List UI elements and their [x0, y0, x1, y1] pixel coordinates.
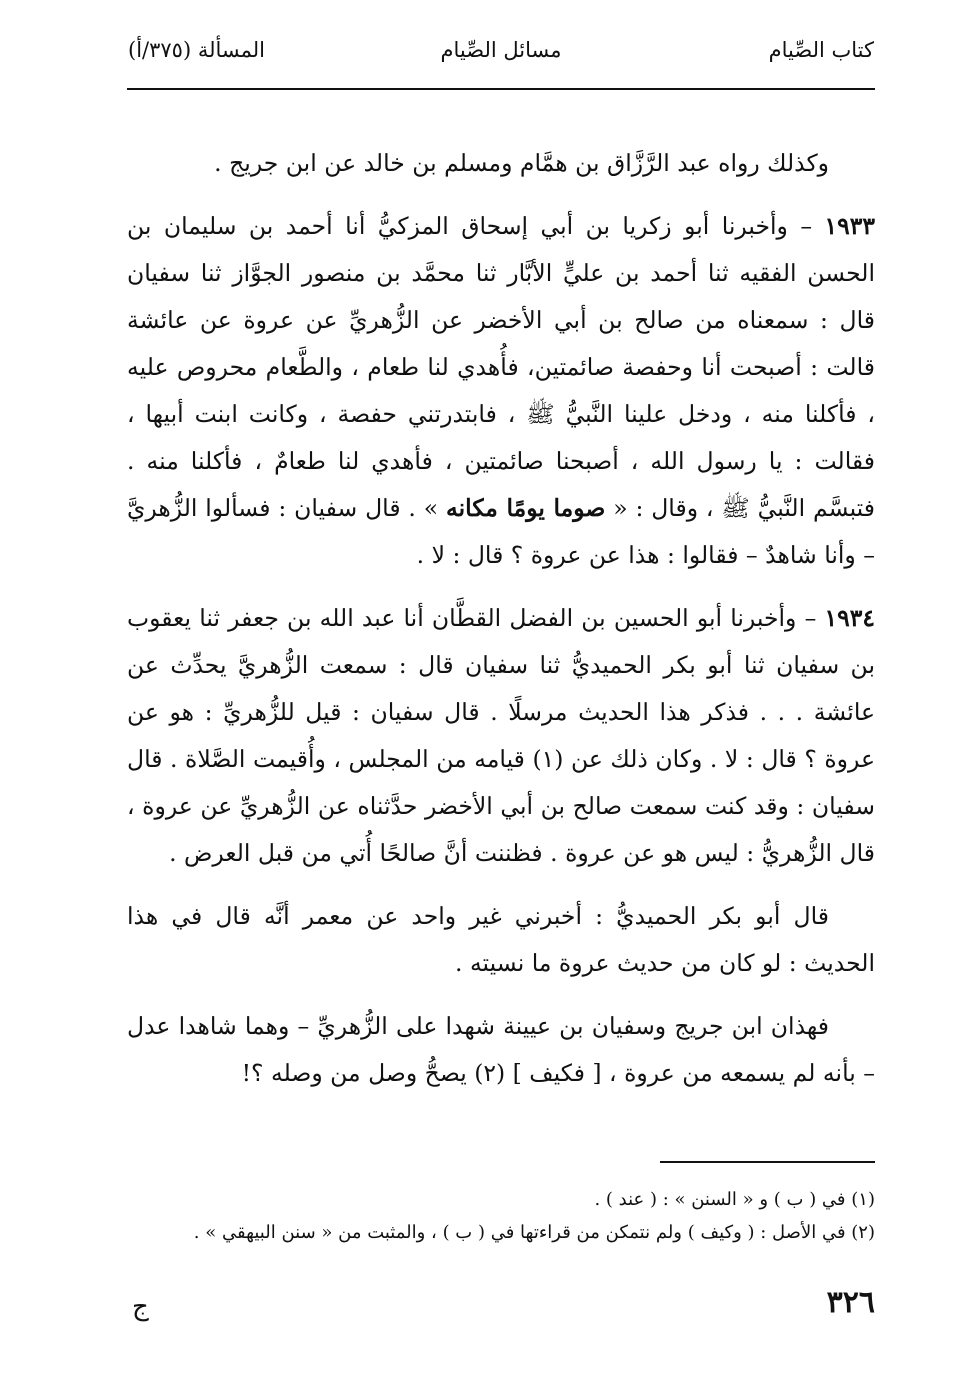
page-number: ٣٢٦	[826, 1285, 875, 1320]
chapter-title: مسائل الصِّيام	[440, 38, 562, 62]
signature-mark: ج	[132, 1292, 149, 1322]
running-header	[128, 38, 874, 78]
hadith-text: – وأخبرنا أبو زكريا بن أبي إسحاق المزكيُّ أنا أحمد بن سليمان بن الحسن الفقيه ثنا أحمد بن عليٍّ الأبَّار ثنا محمَّد بن منصور الجوَّاز ثنا سفيان قال : سمعناه من صالح بن أبي الأخضر عن الزُّهريِّ عن عروة عن عائشة قالت : أصبحت أنا وحفصة صائمتين، فأُهدي لنا طعام ، والطَّعام محروص عليه ، فأكلنا منه ، ودخل علينا النَّبيُّ ﷺ ، فابتدرتني حفصة ، وكانت ابنت أبيها ، فقالت : يا رسول الله ، أصبحنا صائمتين ، فأهدي لنا طعامٌ ، فأكلنا منه . فتبسَّم النَّبيُّ ﷺ ، وقال : «	[127, 212, 875, 522]
footnote-1: (١) في ( ب ) و « السنن » : ( عند ) .	[594, 1189, 875, 1210]
hadith-number: ١٩٣٣	[824, 212, 875, 240]
hadith-number: ١٩٣٤	[824, 604, 875, 632]
footnotes	[127, 1183, 875, 1249]
paragraph-conclusion: فهذان ابن جريج وسفيان بن عيينة شهدا على الزُّهريِّ – وهما شاهدا عدل – بأنه لم يسمعه من عروة ، [ فكيف ] (٢) يصحُّ وصل من وصله ؟!	[127, 1012, 875, 1087]
paragraph-narration: وكذلك رواه عبد الرَّزَّاق بن همَّام ومسلم بن خالد عن ابن جريج .	[214, 149, 829, 177]
footnote-2: (٢) في الأصل : ( وكيف ) ولم نتمكن من قراءتها في ( ب ) ، والمثبت من « سنن البيهقي » .	[193, 1222, 875, 1243]
hadith-1933	[127, 203, 875, 579]
hadith-quote: صوما يومًا مكانه	[446, 494, 606, 522]
paragraph-humaydi: قال أبو بكر الحميديُّ : أخبرني غير واحد عن معمر أنَّه قال في هذا الحديث : لو كان من حديث عروة ما نسيته .	[127, 902, 875, 977]
book-title: كتاب الصِّيام	[768, 38, 874, 62]
main-text	[127, 140, 875, 1113]
issue-reference: المسألة (٣٧٥/أ)	[128, 38, 265, 62]
hadith-1934	[127, 595, 875, 877]
hadith-text: – وأخبرنا أبو الحسين بن الفضل القطَّان أنا عبد الله بن جعفر ثنا يعقوب بن سفيان ثنا أبو بكر الحميديُّ ثنا سفيان قال : سمعت الزُّهريَّ يحدِّث عن عائشة . . . فذكر هذا الحديث مرسلًا . قال سفيان : قيل للزُّهريِّ : هو عن عروة ؟ قال : لا . وكان ذلك عن (١) قيامه من المجلس ، وأُقيمت الصَّلاة . قال سفيان : وقد كنت سمعت صالح بن أبي الأخضر حدَّثناه عن الزُّهريِّ عن عروة ، قال الزُّهريُّ : ليس هو عن عروة . فظننت أنَّ صالحًا أُتي من قبل العرض .	[127, 604, 875, 867]
footnote-rule	[660, 1161, 875, 1163]
header-rule	[127, 88, 875, 90]
hadith-text-tail: » . قال سفيان : فسألوا الزُّهريَّ – وأنا شاهدٌ – فقالوا : هذا عن عروة ؟ قال : لا .	[127, 494, 875, 569]
